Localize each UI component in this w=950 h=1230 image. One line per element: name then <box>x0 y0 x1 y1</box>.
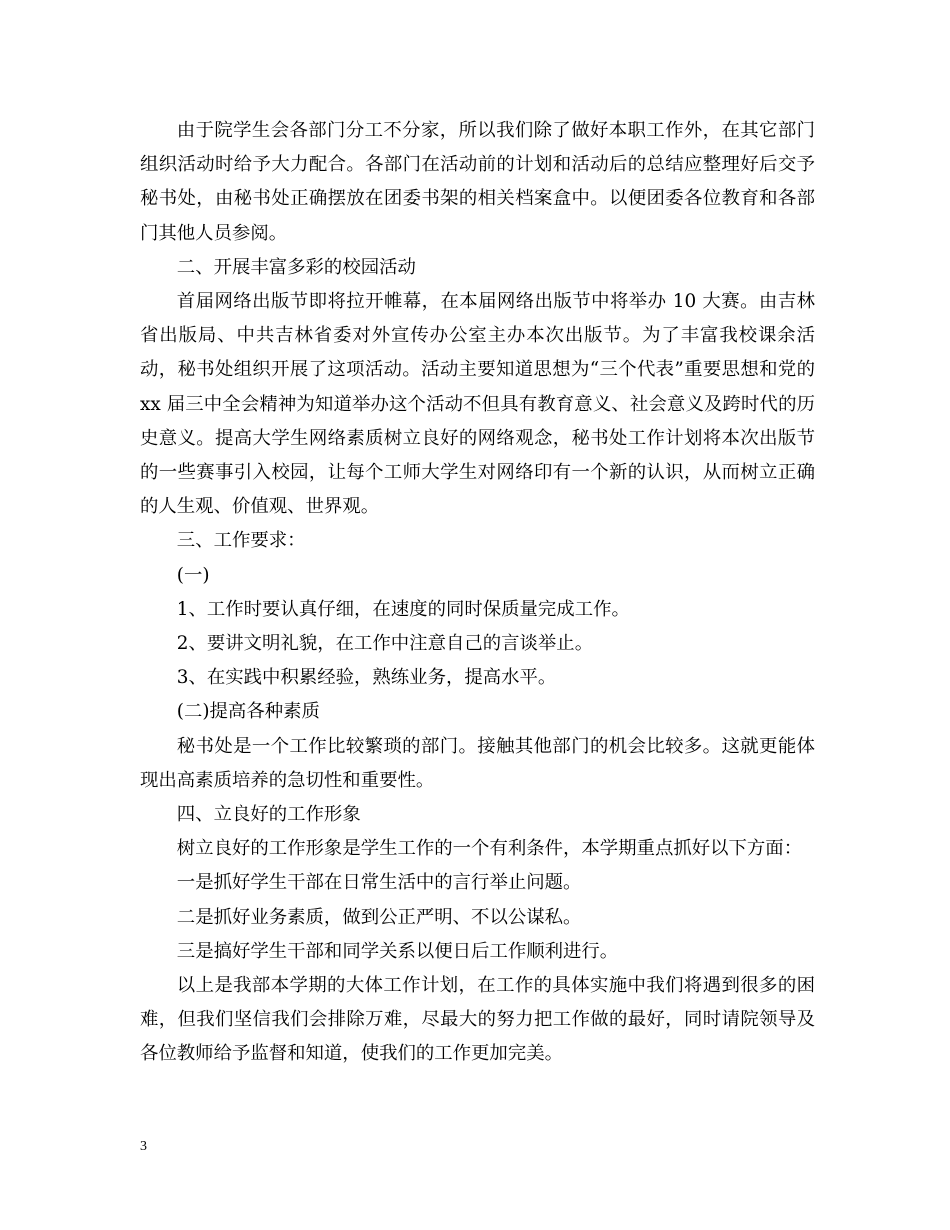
point-one: 一是抓好学生干部在日常生活中的言行举止问题。 <box>176 872 582 894</box>
paragraph-publishing-festival: 首届网络出版节即将拉开帷幕，在本届网络出版节中将举办 10 大赛。由吉林省出版局、中共吉林省委对外宣传办公室主办本次出版节。为了丰富我校课余活动，秘书处组织开展了这项活动。活动主要知道思想为“三个代表”重要思想和党的 xx 届三中全会精神为知道举办这个活动不但具有教育意义、社会意义及跨时代的历史意义。提高大学生网络素质树立良好的网络观念，秘书处工作计划将本次出版节的一些赛事引入校园，让每个工师大学生对网络印有一个新的认识，从而树立正确的人生观、价值观、世界观。 <box>140 291 815 518</box>
list-item-1: 1、工作时要认真仔细，在速度的同时保质量完成工作。 <box>176 598 630 620</box>
heading-work-image: 四、立良好的工作形象 <box>176 804 361 826</box>
page-number: 3 <box>140 1139 147 1154</box>
document-body <box>140 114 815 1072</box>
paragraph-work-image-intro: 树立良好的工作形象是学生工作的一个有利条件，本学期重点抓好以下方面： <box>176 838 803 860</box>
paragraph-conclusion: 以上是我部本学期的大体工作计划，在工作的具体实施中我们将遇到很多的困难，但我们坚信我们会排除万难，尽最大的努力把工作做的最好，同时请院领导及各位教师给予监督和知道，使我们的工作更加完美。 <box>140 975 815 1065</box>
heading-work-requirements: 三、工作要求： <box>176 530 306 552</box>
point-three: 三是搞好学生干部和同学关系以便日后工作顺利进行。 <box>176 940 619 962</box>
paragraph-coordination: 由于院学生会各部门分工不分家，所以我们除了做好本职工作外，在其它部门组织活动时给予大力配合。各部门在活动前的计划和活动后的总结应整理好后交予秘书处，由秘书处正确摆放在团委书架的相关档案盒中。以便团委各位教育和各部门其他人员参阅。 <box>140 120 815 244</box>
list-item-2: 2、要讲文明礼貌，在工作中注意自己的言谈举止。 <box>176 633 594 655</box>
subheading-part-two: (二)提高各种素质 <box>176 701 320 723</box>
paragraph-secretariat: 秘书处是一个工作比较繁琐的部门。接触其他部门的机会比较多。这就更能体现出高素质培养的急切性和重要性。 <box>140 735 815 791</box>
heading-campus-activities: 二、开展丰富多彩的校园活动 <box>176 256 416 278</box>
list-item-3: 3、在实践中积累经验，熟练业务，提高水平。 <box>176 667 557 689</box>
point-two: 二是抓好业务素质，做到公正严明、不以公谋私。 <box>176 906 582 928</box>
subheading-part-one: (一) <box>176 564 210 586</box>
